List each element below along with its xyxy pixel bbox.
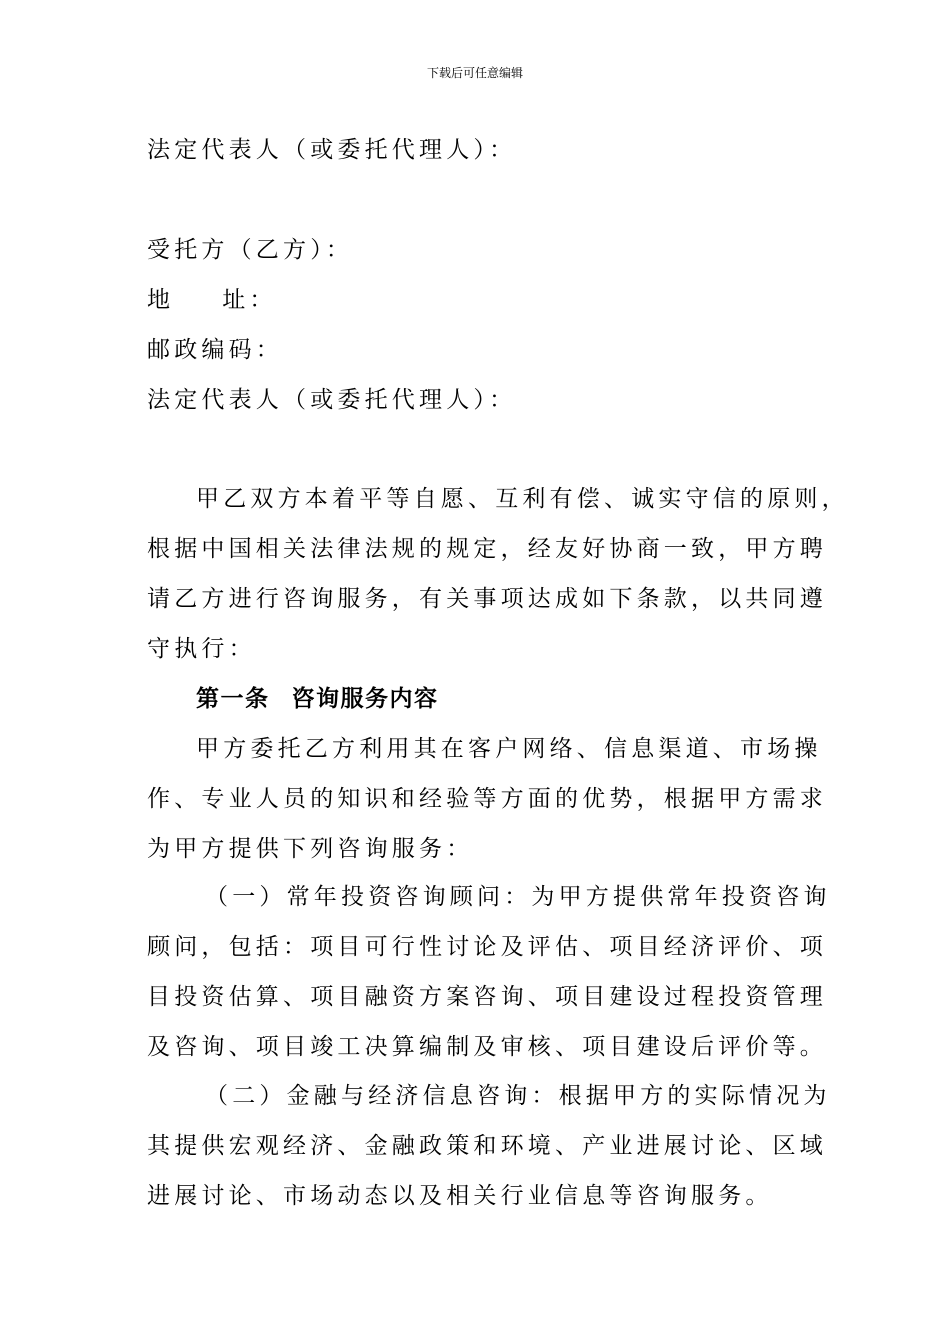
item-1-line: 目投资估算、项目融资方案咨询、项目建设过程投资管理 bbox=[147, 984, 827, 1010]
article-1-title: 咨询服务内容 bbox=[291, 685, 439, 712]
preamble-line: 请乙方进行咨询服务，有关事项达成如下条款，以共同遵 bbox=[147, 586, 827, 612]
preamble-line: 根据中国相关法律法规的规定，经友好协商一致，甲方聘 bbox=[147, 536, 827, 562]
article-1-intro-line: 为甲方提供下列咨询服务： bbox=[147, 836, 474, 862]
party-b-legal-rep-label: 法定代表人（或委托代理人）： bbox=[147, 387, 517, 413]
party-b-postal-code-label: 邮政编码： bbox=[147, 337, 283, 363]
party-b-title: 受托方（乙方）： bbox=[147, 237, 354, 263]
item-2-line: 进展讨论、市场动态以及相关行业信息等咨询服务。 bbox=[147, 1183, 773, 1209]
party-b-address-label bbox=[147, 285, 277, 315]
item-1-line: （一）常年投资咨询顾问：为甲方提供常年投资咨询 bbox=[205, 884, 831, 910]
party-a-legal-rep-label: 法定代表人（或委托代理人）： bbox=[147, 137, 517, 163]
article-1-intro-line: 作、专业人员的知识和经验等方面的优势，根据甲方需求 bbox=[147, 786, 827, 812]
address-label-left: 地 bbox=[147, 287, 175, 313]
article-1-heading bbox=[196, 684, 439, 714]
article-1-number: 第一条 bbox=[196, 685, 270, 712]
item-2-line: （二）金融与经济信息咨询：根据甲方的实际情况为 bbox=[205, 1083, 831, 1109]
preamble-line: 甲乙双方本着平等自愿、互利有偿、诚实守信的原则， bbox=[196, 486, 849, 512]
page-header: 下载后可任意编辑 bbox=[426, 66, 523, 80]
item-1-line: 及咨询、项目竣工决算编制及审核、项目建设后评价等。 bbox=[147, 1034, 827, 1060]
item-1-line: 顾问，包括：项目可行性讨论及评估、项目经济评价、项 bbox=[147, 934, 827, 960]
item-2-line: 其提供宏观经济、金融政策和环境、产业进展讨论、区域 bbox=[147, 1133, 827, 1159]
address-label-right: 址： bbox=[222, 287, 277, 313]
preamble-line: 守执行： bbox=[147, 636, 256, 662]
article-1-intro-line: 甲方委托乙方利用其在客户网络、信息渠道、市场操 bbox=[196, 736, 822, 762]
